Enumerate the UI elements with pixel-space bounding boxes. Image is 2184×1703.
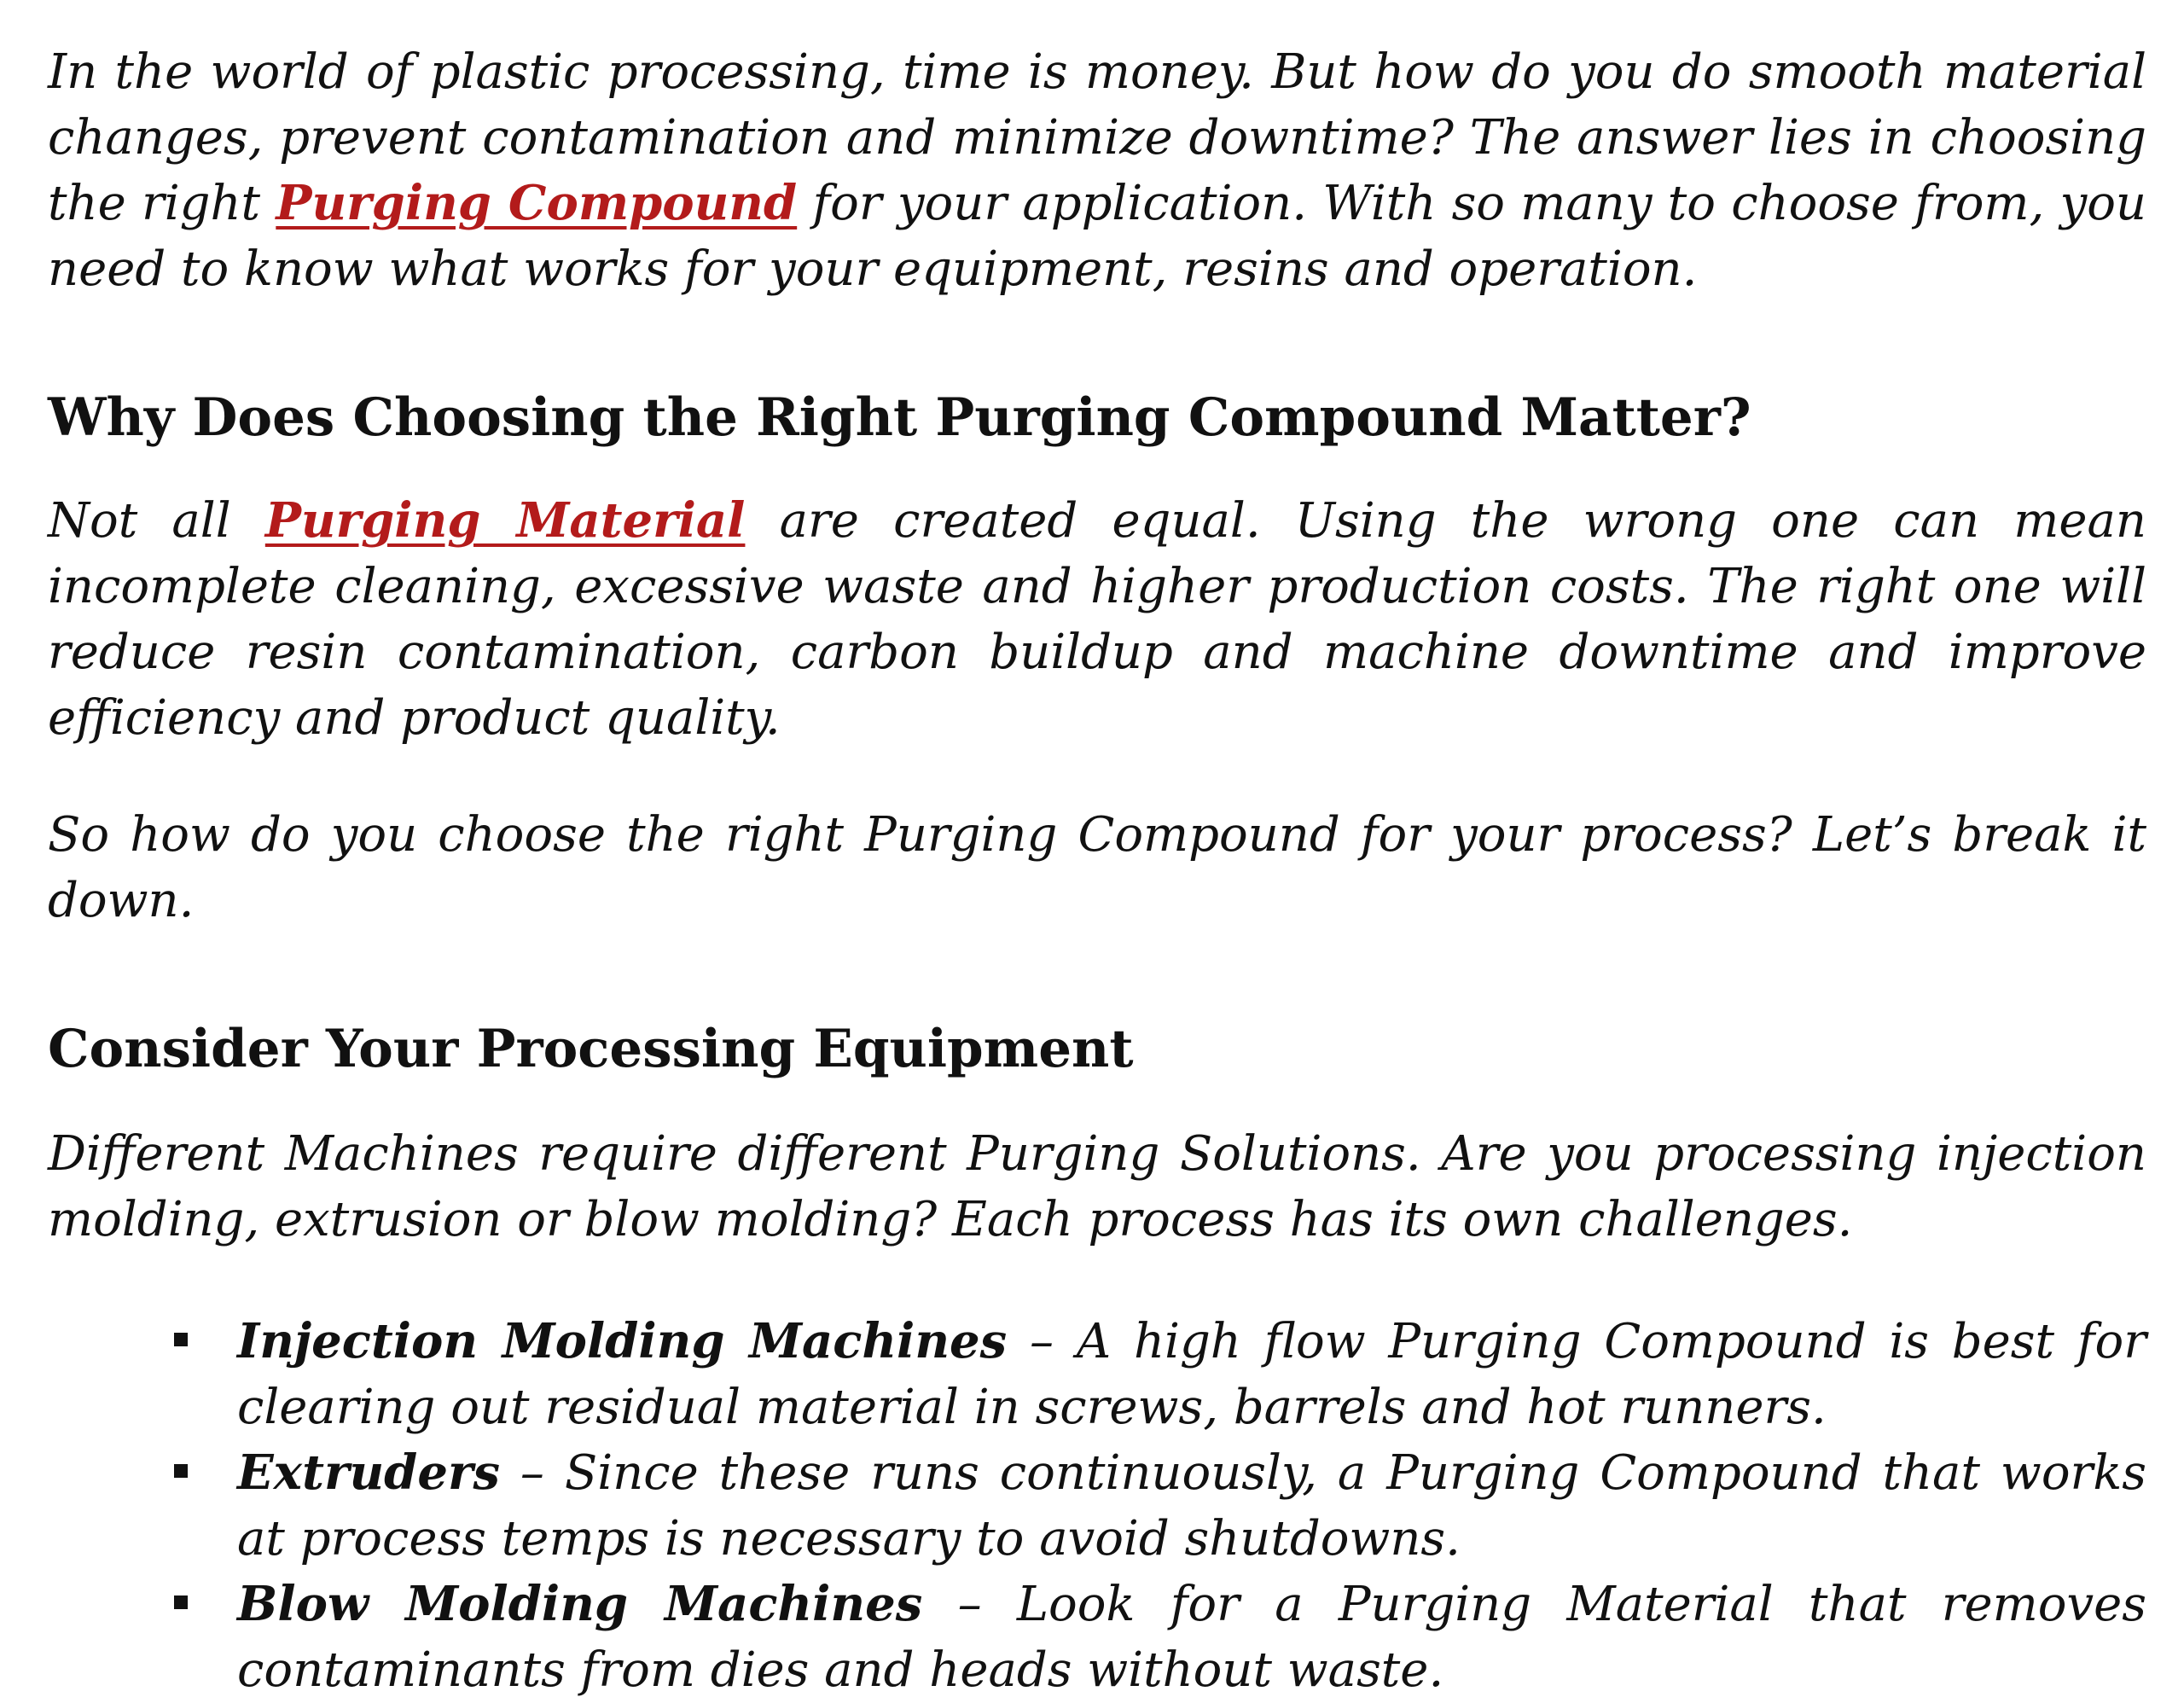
list-item-text: – Look for a Purging Material that removes contaminants from dies and heads without waste. xyxy=(237,1577,2146,1698)
why-text-start: Not all xyxy=(48,493,265,549)
why-text-end: are created equal. Using the wrong one can mean incomplete cleaning, excessive waste and higher production costs. The right one will reduce resin contamination, carbon buildup and machine downtime and improve efficiency and product quality. xyxy=(48,493,2146,746)
section-heading-equipment: Consider Your Processing Equipment xyxy=(48,1019,1134,1079)
list-item-injection xyxy=(237,1309,2146,1440)
list-item-text: – Since these runs continuously, a Purging Compound that works at process temps is necessary to avoid shutdowns. xyxy=(237,1445,2146,1566)
list-item-term: Blow Molding Machines xyxy=(237,1576,923,1632)
list-item-term: Injection Molding Machines xyxy=(237,1313,1008,1369)
equipment-list xyxy=(48,1309,2146,1703)
why-paragraph xyxy=(48,488,2146,751)
list-item-text: – A high flow Purging Compound is best for clearing out residual material in screws, barrels and hot runners. xyxy=(237,1314,2146,1435)
section-heading-why: Why Does Choosing the Right Purging Compound Matter? xyxy=(48,387,1751,448)
square-bullet-icon xyxy=(174,1333,188,1346)
equipment-paragraph: Different Machines require different Purging Solutions. Are you processing injection molding, extrusion or blow molding? Each process has its own challenges. xyxy=(48,1126,2146,1247)
purging-material-link[interactable]: Purging Material xyxy=(264,492,746,549)
list-item-term: Extruders xyxy=(237,1444,500,1501)
followup-paragraph: So how do you choose the right Purging Compound for your process? Let’s break it down. xyxy=(48,807,2146,928)
list-item-blow-molding xyxy=(237,1572,2146,1703)
square-bullet-icon xyxy=(174,1464,188,1478)
intro-text-end: for your application. With so many to choose from, you need to know what works for your equipment, resins and operation. xyxy=(48,176,2146,297)
intro-text-start: In the world of plastic processing, time is money. But how do you do smooth material changes, prevent contamination and minimize downtime? The answer lies in choosing the right xyxy=(48,44,2146,231)
list-item-extruders xyxy=(237,1440,2146,1572)
purging-compound-link[interactable]: Purging Compound xyxy=(276,175,798,231)
square-bullet-icon xyxy=(174,1595,188,1609)
intro-paragraph xyxy=(48,39,2146,302)
